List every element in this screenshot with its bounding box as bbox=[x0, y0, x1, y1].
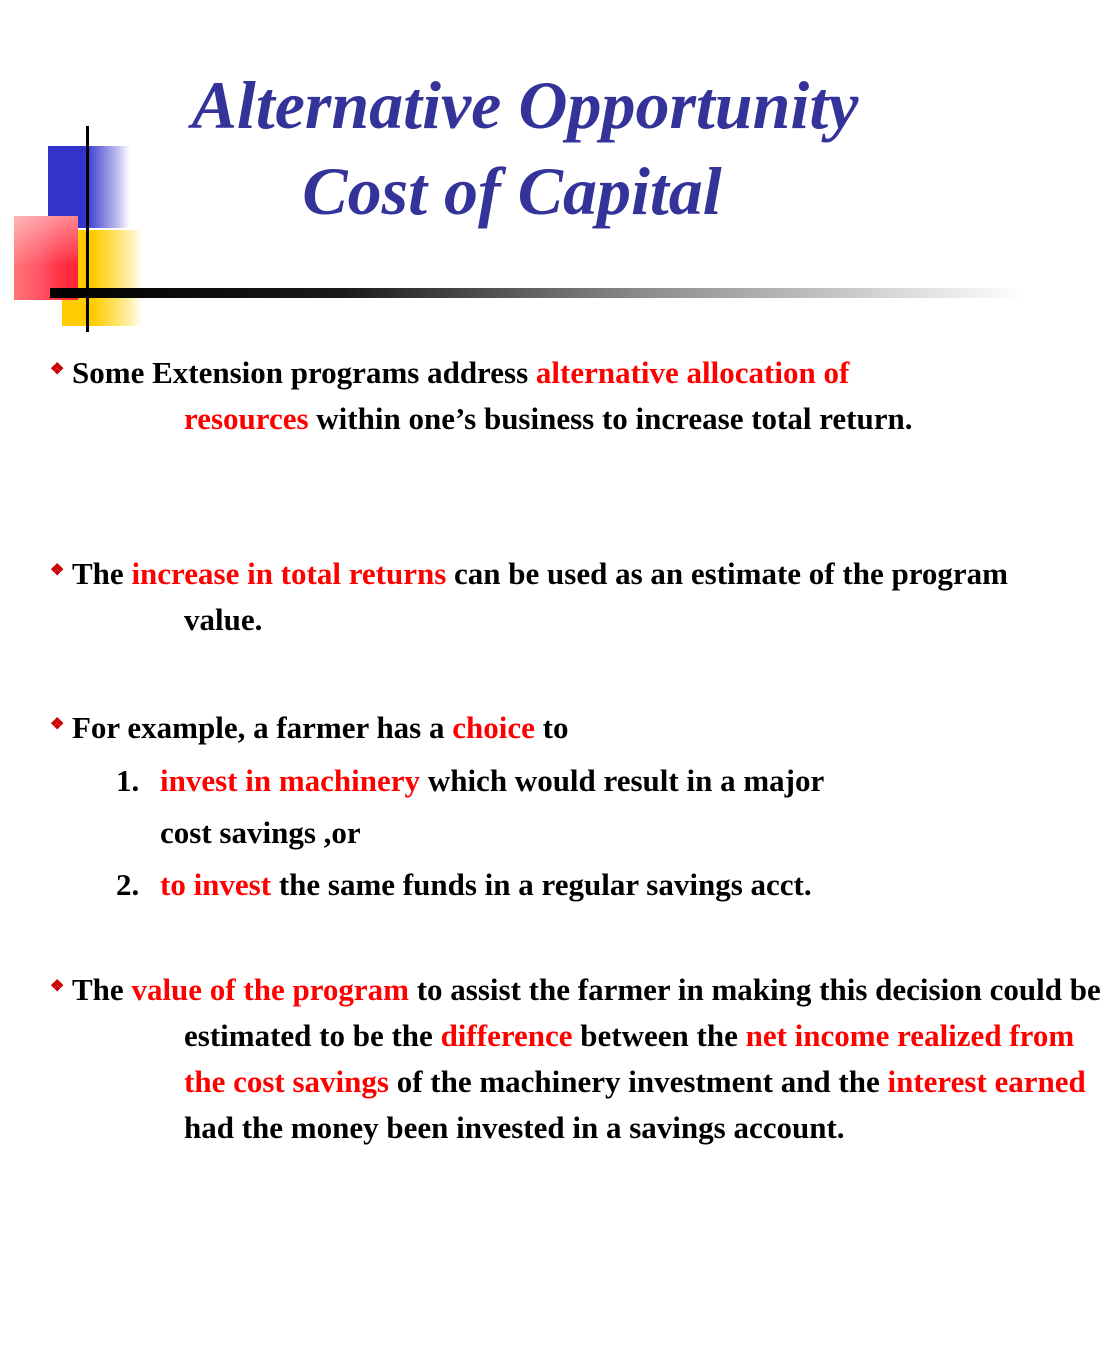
bullet-item bbox=[50, 705, 1002, 751]
numbered-item-continuation: cost savings ,or bbox=[160, 815, 361, 850]
diamond-bullet-icon: ❖ bbox=[50, 716, 65, 733]
slide-title bbox=[0, 62, 1024, 234]
text-run: The bbox=[72, 972, 132, 1007]
numbered-item bbox=[116, 862, 996, 908]
bullet-text bbox=[72, 551, 1084, 643]
item-number: 1. bbox=[116, 763, 140, 798]
title-divider bbox=[50, 288, 1024, 298]
highlight-text: to invest bbox=[160, 867, 272, 902]
diamond-bullet-icon: ❖ bbox=[50, 562, 65, 579]
text-run: within one’s business to increase total return. bbox=[308, 401, 913, 436]
diamond-bullet-icon: ❖ bbox=[50, 361, 65, 378]
bullet-item bbox=[50, 551, 1008, 643]
bullet-item bbox=[50, 350, 1002, 442]
text-run: to bbox=[534, 710, 569, 745]
bullet-item bbox=[50, 967, 1101, 1151]
highlight-text: invest in machinery bbox=[160, 763, 421, 798]
text-run: to assist the farmer in making this decision could be estimated to be the bbox=[184, 972, 1101, 1053]
highlight-text: alternative allocation of resources bbox=[184, 355, 850, 436]
numbered-item bbox=[116, 758, 996, 804]
text-run: which would result in a major bbox=[420, 763, 825, 798]
diamond-bullet-icon: ❖ bbox=[50, 978, 65, 995]
highlight-text: interest earned bbox=[887, 1064, 1086, 1099]
highlight-text: difference bbox=[440, 1018, 573, 1053]
highlight-text: net income realized from the cost savings bbox=[184, 1018, 1075, 1099]
highlight-text: value of the program bbox=[131, 972, 409, 1007]
bullet-text bbox=[72, 705, 1002, 751]
title-line-2: Cost of Capital bbox=[302, 153, 722, 229]
text-run: The bbox=[72, 556, 132, 591]
text-run: can be used as an estimate of the program value. bbox=[184, 556, 1008, 637]
bullet-text bbox=[72, 350, 944, 442]
title-line-1: Alternative Opportunity bbox=[191, 67, 859, 143]
bullet-text bbox=[72, 967, 1114, 1151]
highlight-text: choice bbox=[452, 710, 535, 745]
text-run: of the machinery investment and the bbox=[388, 1064, 888, 1099]
highlight-text: increase in total returns bbox=[131, 556, 447, 591]
text-run: the same funds in a regular savings acct. bbox=[271, 867, 812, 902]
text-run: Some Extension programs address bbox=[72, 355, 536, 390]
text-run: For example, a farmer has a bbox=[72, 710, 453, 745]
text-run: had the money been invested in a savings account. bbox=[184, 1110, 845, 1145]
text-run: between the bbox=[572, 1018, 746, 1053]
item-number: 2. bbox=[116, 867, 140, 902]
